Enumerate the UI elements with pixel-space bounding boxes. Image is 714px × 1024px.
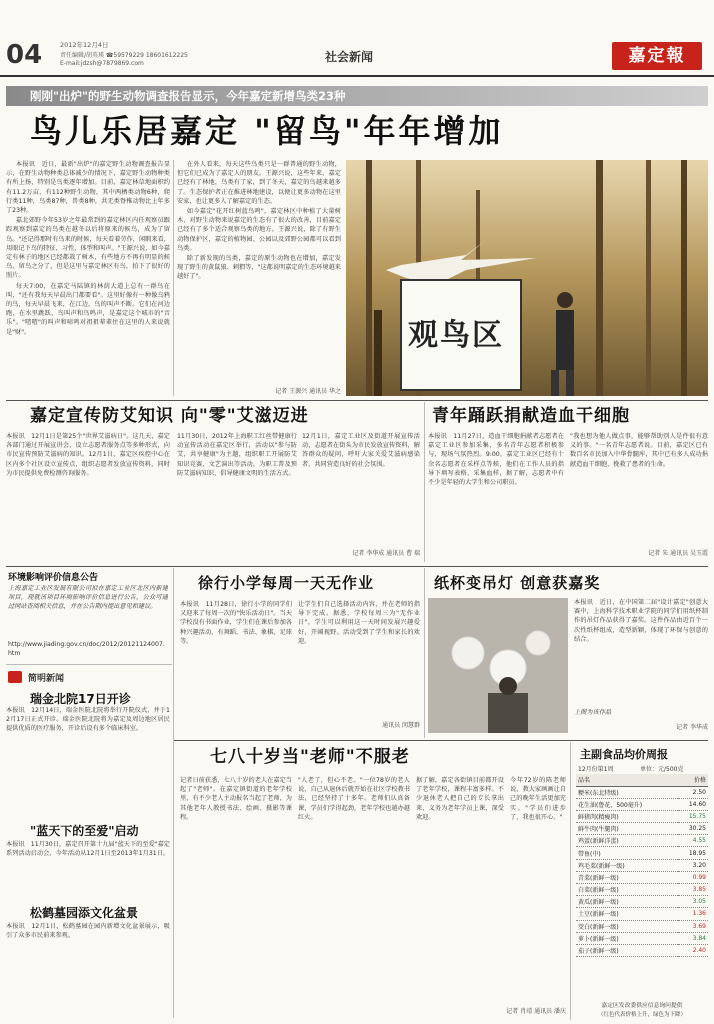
- zhibei-text: 本报讯 近日，在中国第二届"设计嘉定"创意大赛中，上海科学技术职业学院的同学们用纸杯制作的吊灯作品获得了嘉奖。这件作品由近百个一次性纸杯组成，造型新颖，体现了环保与创意的结合。: [574, 599, 708, 643]
- price-item-name: 土豆(新鲜一级): [576, 908, 678, 920]
- price-item-name: 鸡蛋(新鲜洋蛋): [576, 835, 678, 847]
- lead-col2-p2: 如今嘉定"花开红树蓝鸟鸣"，嘉定林区中种植了大量树木，对野生动物来说嘉定的生态有了很大的改善，目前嘉定已经有了多个适合观察鸟类的地方。王源兴说，除了有野生动物保护区，嘉定的植物园、公园以及郊野公园都可以看到鸟类。: [177, 208, 341, 252]
- lead-col2-p1: 在外人看来，每天这些鸟类只是一群普通的野生动物，但它们已成为了嘉定人的朋友。王源兴说，这些年来，嘉定已经有了林地，鸟类有了家，到了冬天，嘉定的鸟越来越多了。生态保护者正在推进林地建设，以便让更多动物在这里安家，也让更多人了解嘉定的生态。: [177, 161, 341, 205]
- lead-photo: [346, 160, 708, 396]
- xianxue-byline: 记者 朱 通讯员 吴玉霞: [648, 550, 708, 557]
- price-row: [576, 798, 708, 810]
- lantian-text: 本报讯 11月30日，嘉定召开第十九届"蓝天下的至爱"嘉定系列活动启动会，今年活动从12月1日至2013年1月31日。: [6, 841, 170, 858]
- price-item-name: 萝卜(新鲜一级): [576, 932, 678, 944]
- price-row: [576, 932, 708, 944]
- lead-title: 鸟儿乐居嘉定 "留鸟"年年增加: [30, 112, 504, 150]
- huanjing-text: 上海嘉定工业区发展有限公司拟在嘉定工业区北区内新建项目，现就该项目环境影响评价信息进行公告，公众可通过网站查阅相关信息，并在公告期内提出意见和建议。: [8, 585, 168, 611]
- price-item-name: 黄瓜(新鲜一级): [576, 896, 678, 908]
- price-row: [576, 884, 708, 896]
- zhibei-byline: 记者 李华成: [676, 724, 708, 731]
- price-row: [576, 896, 708, 908]
- xuhang-title: 徐行小学每周一天无作业: [198, 574, 375, 592]
- price-item-value: 4.55: [678, 835, 708, 847]
- ruijin-text: 本报讯 12月14日，瑞金医院北院将举行开院仪式，并于12月17日正式开诊。瑞金医院北院将为嘉定及周边地区居民提供优质的医疗服务，开诊后设有多个临床科室。: [6, 707, 170, 733]
- photo-sign-text: 观鸟区: [408, 318, 504, 353]
- price-row: [576, 847, 708, 859]
- price-row: [576, 835, 708, 847]
- fangai-col-1: 本报讯 12月1日是第25个"世界艾滋病日"。这几天，嘉定各部门通过开展宣讲会、设立志愿者服务点等多种形式，向市民宣传预防艾滋病的知识。12月1日，嘉定区疾控中心在区内多个社区设立宣传点，组织志愿者发放宣传资料，同时为市民提供免费检测咨询服务。: [6, 433, 170, 477]
- price-item-value: 2.50: [678, 786, 708, 798]
- lead-col1-p3: 每天7:00，在嘉定马陆镇的林荫大道上总有一群鸟在叫，"还有我每天早晨出门都要看"。这里好像有一种像乌鸦的鸟，每天早晨飞来，在江边，鸟的叫声不断。它们在河边跑，在水里跳跃，鸟叫声和鸟鸣声，是嘉定这个城市的"音乐"。"喳喳"的叫声和啼鸣对祖祖辈辈住在这里的人来说就是"财"。: [6, 282, 170, 336]
- price-item-name: 鸡毛菜(新鲜一级): [576, 859, 678, 871]
- price-item-value: 30.25: [678, 823, 708, 835]
- xianxue-col-2: "我也想为他人做点事，能够帮助别人是件很有意义的事。"一名青年志愿者说。目前，嘉定区已有数百名市民加入中华骨髓库，其中已有多人成功捐献造血干细胞，挽救了患者的生命。: [570, 433, 708, 468]
- header-date: 2012年12月4日: [60, 41, 109, 49]
- prices-period: 12月份第1周: [578, 766, 614, 773]
- price-row: [576, 859, 708, 871]
- price-item-name: 茄子(新鲜一级): [576, 944, 678, 956]
- fangai-title: 嘉定宣传防艾知识 向"零"艾滋迈进: [30, 406, 309, 426]
- prices-title: 主副食品均价周报: [580, 748, 668, 761]
- jianming-label: 简明新闻: [28, 674, 65, 684]
- xianxue-title: 青年踊跃捐献造血干细胞: [432, 406, 630, 426]
- xuhang-byline: 通讯员 闵慧群: [382, 722, 420, 729]
- lead-byline: 记者 王源兴 通讯员 华之: [275, 388, 341, 395]
- price-row: [576, 920, 708, 932]
- price-item-value: 15.75: [678, 810, 708, 822]
- price-item-value: 3.84: [678, 932, 708, 944]
- page-number: 04: [6, 40, 43, 70]
- price-row: [576, 786, 708, 798]
- laoshi-col-4: 今年72岁的陈老师说，教大家画画让自己的晚年生活更加充实。"学员们进步了，我也很开心。": [510, 777, 566, 821]
- lead-col1-p2: 嘉北郊野今年53岁之年最常到的嘉定林区内任观察员跟踪观察到嘉定的鸟类在越冬以后将原来的候鸟，成为了留鸟。"还记得那时有鸟来的时候，每天看着劳作，闲暇来看，用眼记下鸟的特征，习性，体型和叫声。"王源兴说，如今嘉定有林子的地区已经都栽了树木，有些地方不再有明显的候鸟、留鸟之分了，但是这里与嘉定林区有鸟，拍下了很好的照片。: [6, 217, 170, 280]
- price-item-name: 带鱼(中): [576, 847, 678, 859]
- price-row: [576, 908, 708, 920]
- price-item-name: 鲜猪肉(精瘦肉): [576, 810, 678, 822]
- xuhang-col-2: 让学生们自己选择活动内容，并在老师的指导下完成。据悉，学校每周三为"无作业日"，学生可以利用这一天时间发展兴趣爱好，开阔视野。活动受到了学生和家长的欢迎。: [298, 601, 420, 645]
- fangai-byline: 记者 李华成 通讯员 曹 瑞: [352, 550, 420, 557]
- price-row: [576, 823, 708, 835]
- prices-header-name: 品名: [576, 774, 678, 786]
- header-email: E-mail:jdzsh@7879869.com: [60, 60, 144, 67]
- prices-footer-note: （红色代表价格上升，绿色为下降）: [597, 1012, 686, 1018]
- price-item-name: 鲜牛肉(牛腿肉): [576, 823, 678, 835]
- prices-table-wrap: [576, 774, 708, 957]
- price-item-name: 花生油(鲁花，500毫升): [576, 798, 678, 810]
- page-header: [0, 0, 714, 80]
- price-item-name: 青菜(新鲜一级): [576, 871, 678, 883]
- price-item-name: 白菜(新鲜一级): [576, 884, 678, 896]
- zhibei-title: 纸杯变吊灯 创意获嘉奖: [434, 574, 601, 592]
- price-item-name: 茭白(新鲜一级): [576, 920, 678, 932]
- price-item-value: 2.40: [678, 944, 708, 956]
- price-item-value: 0.99: [678, 871, 708, 883]
- price-item-name: 粳米(东北特级): [576, 786, 678, 798]
- price-item-value: 3.20: [678, 859, 708, 871]
- price-row: [576, 871, 708, 883]
- xianxue-col-1: 本报讯 11月27日，造血干细胞捐献者志愿者在嘉定工业区参加采集，多名青年志愿者积极参与，现场气氛热烈。9:00，嘉定工业区已经有十余名志愿者在采样点等候，他们在工作人员的指导下填写表格、采集血样，据了解，志愿者中有不少是年轻的大学生和公司职员。: [428, 433, 564, 487]
- jianming-header: [8, 670, 168, 686]
- huanjing-title: 环境影响评价信息公告: [8, 573, 99, 583]
- zhibei-photo-illustration: [428, 598, 568, 733]
- fangai-col-3: 12月1日，嘉定工业区及街道开展宣传活动，志愿者在街头为市民发放宣传资料，解答群众的疑问，呼吁大家关爱艾滋病感染者，共同营造良好的社会氛围。: [302, 433, 420, 468]
- prices-header-price: 价格: [678, 774, 708, 786]
- prices-table: [576, 774, 708, 957]
- header-editor: 责任编辑/胡英瑛 ☎59579229 18601612225: [60, 52, 188, 59]
- xuhang-col-1: 本报讯 11月28日，徐行小学的同学们又迎来了每周一次的"快乐活动日"。当天学校没有书面作业，学生们在课后参加各种兴趣活动，有舞蹈、书法、象棋、足球等。: [180, 601, 292, 645]
- section-title: 社会新闻: [325, 50, 374, 64]
- lead-kicker: 刚刚"出炉"的野生动物调查报告显示，今年嘉定新增鸟类23种: [30, 89, 346, 103]
- prices-unit: 单位：元/500克: [640, 766, 684, 773]
- lead-photo-illustration: [346, 160, 708, 396]
- lead-col1-p1: 本报讯 近日，最新"出炉"的嘉定野生动物调查报告显示，在野生动物种类总体减少的情况下，嘉定野生动物种类有所上扬，特别是鸟类逐年增加。目前，嘉定林草地面积约有11.2万亩，有112种野生动物，其中两栖类动物6种，爬行类11种，鸟类87种，兽类8种，共无类脊椎动物比上年多了23种。: [6, 161, 170, 215]
- prices-header-row: [576, 774, 708, 786]
- lantian-title: "蓝天下的至爱"启动: [30, 824, 139, 838]
- songhe-text: 本报讯 12月1日，松鹤墓园在园内新增文化盆景展示，吸引了众多市民前来参观。: [6, 923, 170, 940]
- prices-footer: 嘉定区发改委供应信息询问提供: [601, 1003, 683, 1009]
- jianming-icon: [8, 671, 22, 683]
- laoshi-col-1: 记者日前获悉，七八十岁的老人在嘉定当起了"老师"。在嘉定镇街道的老年学校里，有不少老人主动报名当起了老师，为其他老年人教授书法、绘画、摄影等课程。: [180, 777, 292, 821]
- price-item-value: 14.60: [678, 798, 708, 810]
- price-row: [576, 944, 708, 956]
- laoshi-title: 七八十岁当"老师"不服老: [210, 747, 410, 767]
- lead-col-2: [177, 160, 341, 386]
- lead-col2-p3: 除了新发现的鸟类，嘉定的原生动物也在增加，嘉定发现了野生的黄鼠狼、刺猬等，"这都说明嘉定的生态环境越来越好了"。: [177, 255, 341, 281]
- price-item-value: 3.85: [678, 884, 708, 896]
- lead-col-1: [6, 160, 170, 396]
- ruijin-title: 瑞金北院17日开诊: [30, 692, 131, 706]
- price-row: [576, 810, 708, 822]
- brand-logo: 嘉定報: [612, 42, 702, 70]
- price-item-value: 3.05: [678, 896, 708, 908]
- laoshi-col-2: "人老了，但心不老。"一位78岁的老人说，自己从退休后就开始在社区学校教书法，已经坚持了十多年。老师们认真备课，学员们学得起劲，老年学校也越办越红火。: [298, 777, 410, 821]
- huanjing-link[interactable]: http://www.jiading.gov.cn/doc/2012/20121124007.htm: [8, 641, 165, 658]
- price-item-value: 18.95: [678, 847, 708, 859]
- fangai-col-2: 11月30日，2012年上海职工红丝带健康行动宣传活动在嘉定区举行，活动以"参与防艾，共享健康"为主题，组织职工开展防艾知识竞赛、文艺演出等活动，为职工普及预防艾滋病知识，倡导健康文明的生活方式。: [177, 433, 297, 477]
- price-item-value: 1.36: [678, 908, 708, 920]
- price-item-value: 3.69: [678, 920, 708, 932]
- songhe-title: 松鹤墓园添文化盆景: [30, 906, 139, 920]
- zhibei-photo: [428, 598, 568, 733]
- zhibei-caption: 上图为该作品: [574, 709, 612, 716]
- laoshi-col-3: 据了解，嘉定各街镇目前都开设了老年学校，课程丰富多样。不少退休老人把自己的专长拿出来，义务为老年学员上课，深受欢迎。: [416, 777, 504, 821]
- laoshi-byline: 记者 肖靖 通讯员 潘庆: [506, 1008, 566, 1015]
